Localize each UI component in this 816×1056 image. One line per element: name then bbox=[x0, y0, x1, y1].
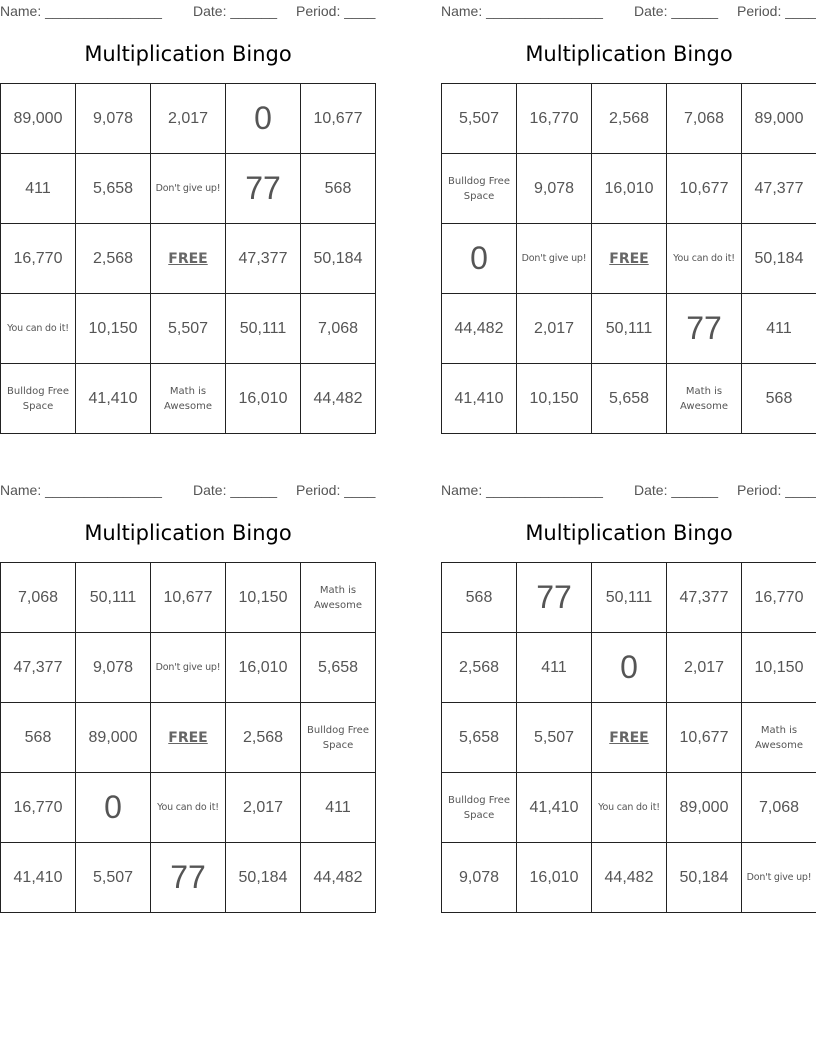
bingo-cell: 10,150 bbox=[742, 633, 816, 703]
bingo-cell: Don't give up! bbox=[151, 633, 226, 703]
bingo-cell: 7,068 bbox=[667, 84, 742, 154]
bingo-cell: 0 bbox=[592, 633, 667, 703]
bingo-cell: Bulldog Free Space bbox=[1, 364, 76, 434]
bingo-cell: 44,482 bbox=[592, 843, 667, 913]
bingo-cell: Don't give up! bbox=[742, 843, 816, 913]
bingo-cell: 50,111 bbox=[592, 294, 667, 364]
bingo-cell: FREE bbox=[151, 224, 226, 294]
bingo-cell: 7,068 bbox=[742, 773, 816, 843]
bingo-cell: Math is Awesome bbox=[667, 364, 742, 434]
bingo-cell: Math is Awesome bbox=[742, 703, 816, 773]
bingo-cell: 16,010 bbox=[517, 843, 592, 913]
bingo-cell: You can do it! bbox=[151, 773, 226, 843]
bingo-grid bbox=[441, 83, 816, 434]
bingo-row bbox=[1, 633, 376, 703]
bingo-cell: FREE bbox=[592, 703, 667, 773]
bingo-cell: FREE bbox=[151, 703, 226, 773]
bingo-cell: 44,482 bbox=[442, 294, 517, 364]
bingo-cell: 41,410 bbox=[442, 364, 517, 434]
bingo-cell: 2,568 bbox=[592, 84, 667, 154]
bingo-cell: 9,078 bbox=[442, 843, 517, 913]
bingo-cell: You can do it! bbox=[592, 773, 667, 843]
bingo-cell: 89,000 bbox=[76, 703, 151, 773]
student-info-header bbox=[0, 0, 376, 22]
bingo-row bbox=[1, 703, 376, 773]
name-field: Name: _______________ bbox=[441, 3, 603, 19]
bingo-cell: 5,658 bbox=[442, 703, 517, 773]
period-field: Period: ____ bbox=[296, 482, 376, 498]
bingo-cell: 77 bbox=[151, 843, 226, 913]
bingo-cell: 2,017 bbox=[226, 773, 301, 843]
bingo-cell: Math is Awesome bbox=[151, 364, 226, 434]
bingo-cell: 0 bbox=[442, 224, 517, 294]
bingo-cell: 5,507 bbox=[76, 843, 151, 913]
bingo-cell: 9,078 bbox=[517, 154, 592, 224]
bingo-cell: 44,482 bbox=[301, 843, 376, 913]
bingo-cell: 7,068 bbox=[301, 294, 376, 364]
bingo-cell: 10,150 bbox=[517, 364, 592, 434]
bingo-cell: 77 bbox=[667, 294, 742, 364]
bingo-cell: 0 bbox=[76, 773, 151, 843]
bingo-cell: 10,150 bbox=[76, 294, 151, 364]
bingo-cell: FREE bbox=[592, 224, 667, 294]
bingo-cell: 2,017 bbox=[517, 294, 592, 364]
bingo-cell: 16,010 bbox=[592, 154, 667, 224]
card-title: Multiplication Bingo bbox=[84, 521, 292, 545]
student-info-header bbox=[441, 479, 816, 501]
bingo-cell: 2,568 bbox=[76, 224, 151, 294]
bingo-row bbox=[1, 843, 376, 913]
bingo-cell: 77 bbox=[226, 154, 301, 224]
bingo-cell: 16,770 bbox=[742, 563, 816, 633]
bingo-cell: Don't give up! bbox=[151, 154, 226, 224]
bingo-cell: 2,017 bbox=[667, 633, 742, 703]
date-field: Date: ______ bbox=[634, 482, 719, 498]
bingo-cell: 89,000 bbox=[667, 773, 742, 843]
bingo-cell: 47,377 bbox=[667, 563, 742, 633]
bingo-cell: 50,184 bbox=[226, 843, 301, 913]
bingo-cell: 5,507 bbox=[442, 84, 517, 154]
bingo-cell: 411 bbox=[1, 154, 76, 224]
bingo-cell: 9,078 bbox=[76, 84, 151, 154]
bingo-cell: 0 bbox=[226, 84, 301, 154]
date-field: Date: ______ bbox=[193, 482, 278, 498]
bingo-cell: 2,017 bbox=[151, 84, 226, 154]
bingo-row bbox=[442, 773, 816, 843]
bingo-row bbox=[1, 224, 376, 294]
card-title: Multiplication Bingo bbox=[525, 42, 733, 66]
bingo-cell: 50,111 bbox=[226, 294, 301, 364]
bingo-cell: 50,184 bbox=[667, 843, 742, 913]
bingo-row bbox=[442, 364, 816, 434]
bingo-cell: 5,658 bbox=[592, 364, 667, 434]
bingo-cell: 47,377 bbox=[1, 633, 76, 703]
bingo-cell: Bulldog Free Space bbox=[442, 773, 517, 843]
bingo-cell: 41,410 bbox=[76, 364, 151, 434]
bingo-cell: You can do it! bbox=[1, 294, 76, 364]
bingo-cell: 568 bbox=[301, 154, 376, 224]
name-field: Name: _______________ bbox=[0, 3, 162, 19]
student-info-header bbox=[441, 0, 816, 22]
bingo-row bbox=[1, 773, 376, 843]
bingo-cell: 411 bbox=[517, 633, 592, 703]
bingo-cell: Math is Awesome bbox=[301, 563, 376, 633]
bingo-cell: 50,111 bbox=[592, 563, 667, 633]
period-field: Period: ____ bbox=[737, 482, 816, 498]
bingo-cell: 568 bbox=[742, 364, 816, 434]
bingo-cell: 16,010 bbox=[226, 633, 301, 703]
bingo-cell: 16,010 bbox=[226, 364, 301, 434]
bingo-row bbox=[442, 224, 816, 294]
bingo-row bbox=[442, 633, 816, 703]
bingo-cell: You can do it! bbox=[667, 224, 742, 294]
bingo-grid bbox=[0, 83, 376, 434]
bingo-row bbox=[442, 563, 816, 633]
date-field: Date: ______ bbox=[193, 3, 278, 19]
bingo-grid bbox=[0, 562, 376, 913]
bingo-cell: 568 bbox=[442, 563, 517, 633]
bingo-cell: 41,410 bbox=[517, 773, 592, 843]
bingo-cell: 2,568 bbox=[442, 633, 517, 703]
period-field: Period: ____ bbox=[737, 3, 816, 19]
bingo-cell: 89,000 bbox=[742, 84, 816, 154]
bingo-cell: 47,377 bbox=[226, 224, 301, 294]
bingo-cell: 47,377 bbox=[742, 154, 816, 224]
bingo-cell: 7,068 bbox=[1, 563, 76, 633]
bingo-cell: 5,507 bbox=[151, 294, 226, 364]
bingo-cell: 77 bbox=[517, 563, 592, 633]
bingo-row bbox=[442, 843, 816, 913]
bingo-row bbox=[1, 364, 376, 434]
bingo-row bbox=[442, 294, 816, 364]
bingo-cell: 9,078 bbox=[76, 633, 151, 703]
bingo-cell: 411 bbox=[301, 773, 376, 843]
bingo-row bbox=[1, 563, 376, 633]
student-info-header bbox=[0, 479, 376, 501]
bingo-cell: Don't give up! bbox=[517, 224, 592, 294]
bingo-cell: 5,658 bbox=[301, 633, 376, 703]
period-field: Period: ____ bbox=[296, 3, 376, 19]
bingo-row bbox=[1, 84, 376, 154]
bingo-grid bbox=[441, 562, 816, 913]
bingo-cell: Bulldog Free Space bbox=[442, 154, 517, 224]
bingo-row bbox=[442, 84, 816, 154]
bingo-cell: 10,677 bbox=[667, 703, 742, 773]
bingo-cell: 10,677 bbox=[667, 154, 742, 224]
name-field: Name: _______________ bbox=[0, 482, 162, 498]
bingo-cell: 5,658 bbox=[76, 154, 151, 224]
bingo-cell: 44,482 bbox=[301, 364, 376, 434]
bingo-row bbox=[1, 154, 376, 224]
bingo-cell: 16,770 bbox=[517, 84, 592, 154]
bingo-cell: 5,507 bbox=[517, 703, 592, 773]
bingo-cell: 50,184 bbox=[301, 224, 376, 294]
bingo-cell: 411 bbox=[742, 294, 816, 364]
name-field: Name: _______________ bbox=[441, 482, 603, 498]
bingo-cell: 41,410 bbox=[1, 843, 76, 913]
bingo-cell: 10,677 bbox=[301, 84, 376, 154]
bingo-cell: 2,568 bbox=[226, 703, 301, 773]
bingo-cell: 10,150 bbox=[226, 563, 301, 633]
bingo-cell: 568 bbox=[1, 703, 76, 773]
bingo-cell: 10,677 bbox=[151, 563, 226, 633]
bingo-cell: 89,000 bbox=[1, 84, 76, 154]
bingo-row bbox=[442, 154, 816, 224]
date-field: Date: ______ bbox=[634, 3, 719, 19]
bingo-cell: 50,184 bbox=[742, 224, 816, 294]
bingo-cell: Bulldog Free Space bbox=[301, 703, 376, 773]
bingo-row bbox=[442, 703, 816, 773]
bingo-row bbox=[1, 294, 376, 364]
bingo-cell: 16,770 bbox=[1, 224, 76, 294]
bingo-cell: 50,111 bbox=[76, 563, 151, 633]
bingo-cell: 16,770 bbox=[1, 773, 76, 843]
card-title: Multiplication Bingo bbox=[525, 521, 733, 545]
card-title: Multiplication Bingo bbox=[84, 42, 292, 66]
